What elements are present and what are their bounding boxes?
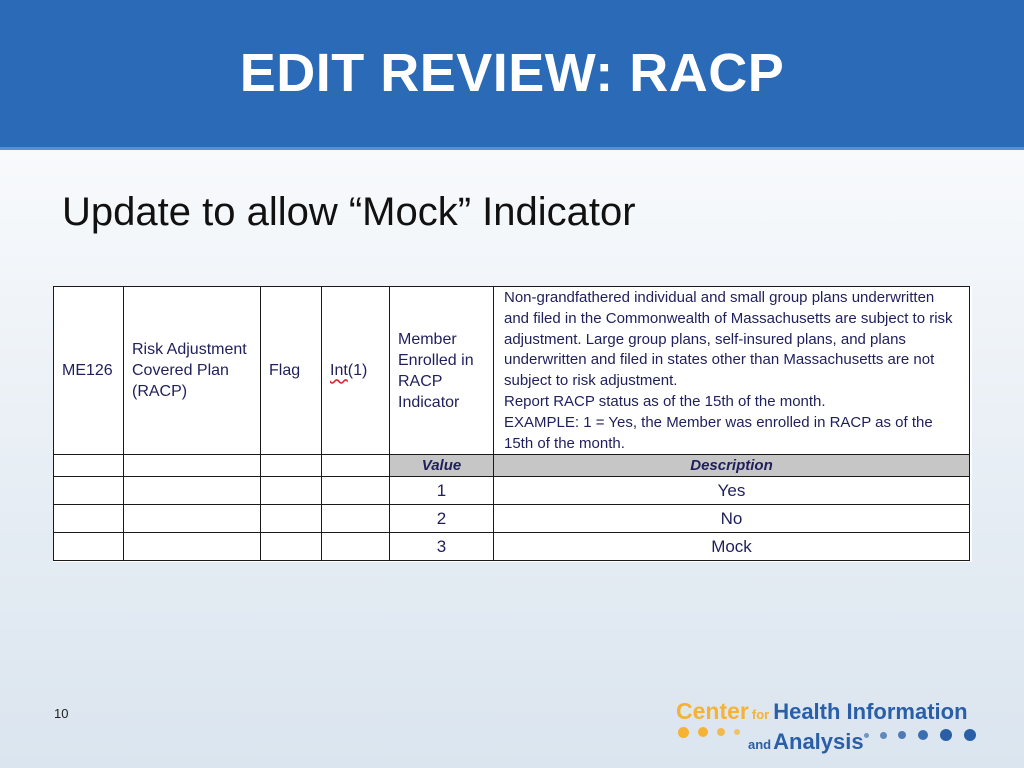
logo-line-2 [748, 729, 864, 755]
logo-dot [964, 729, 976, 741]
description-cell: No [494, 505, 970, 533]
element-label-cell: Member Enrolled in RACP Indicator [390, 287, 494, 455]
page-number: 10 [54, 706, 69, 721]
data-type-suffix: (1) [347, 362, 368, 380]
value-row [54, 533, 970, 561]
flag-cell: Flag [261, 287, 322, 455]
slide-title: EDIT REVIEW: RACP [239, 43, 785, 103]
data-type-cell [322, 287, 390, 455]
definition-paragraph: Non-grandfathered individual and small group plans underwritten and filed in the Commonwealth of Massachusetts are subject to risk adjustment. Large group plans, self-insured plans, and plans underwritten and filed in states other than Massachusetts are not subject to risk adjustment. [504, 289, 953, 390]
value-cell: 3 [390, 533, 494, 561]
logo-line-1 [676, 698, 968, 725]
logo-and-text: and [748, 737, 772, 752]
logo-dot [698, 727, 708, 737]
submission-id-cell: ME126 [54, 287, 124, 455]
description-cell: Yes [494, 477, 970, 505]
value-header-row [54, 455, 970, 477]
logo-dot [717, 728, 725, 736]
value-header: Value [390, 455, 494, 477]
data-type-prefix: Int [330, 362, 348, 380]
slide-subtitle: Update to allow “Mock” Indicator [62, 190, 636, 234]
logo-health-information-text: Health Information [773, 699, 968, 724]
logo-dot [734, 729, 740, 735]
logo-dot [918, 730, 928, 740]
logo-center-text: Center [676, 698, 749, 724]
value-row [54, 477, 970, 505]
logo-analysis-text: Analysis [773, 729, 864, 754]
logo-dot [678, 727, 689, 738]
value-row [54, 505, 970, 533]
element-row [54, 287, 970, 455]
value-cell: 2 [390, 505, 494, 533]
logo-dot [898, 731, 906, 739]
definition-cell [494, 287, 970, 455]
data-element-table-image [53, 286, 972, 562]
logo-dot [864, 733, 869, 738]
logo-for-text: for [751, 707, 770, 722]
logo-dot [880, 732, 887, 739]
value-cell: 1 [390, 477, 494, 505]
data-element-table [53, 286, 970, 561]
chia-logo [676, 698, 982, 758]
element-name-cell: Risk Adjustment Covered Plan (RACP) [124, 287, 261, 455]
description-cell: Mock [494, 533, 970, 561]
logo-dot [940, 729, 952, 741]
definition-paragraph: EXAMPLE: 1 = Yes, the Member was enrolled in RACP as of the 15th of the month. [504, 413, 933, 452]
description-header: Description [494, 455, 970, 477]
definition-paragraph: Report RACP status as of the 15th of the month. [504, 392, 826, 410]
